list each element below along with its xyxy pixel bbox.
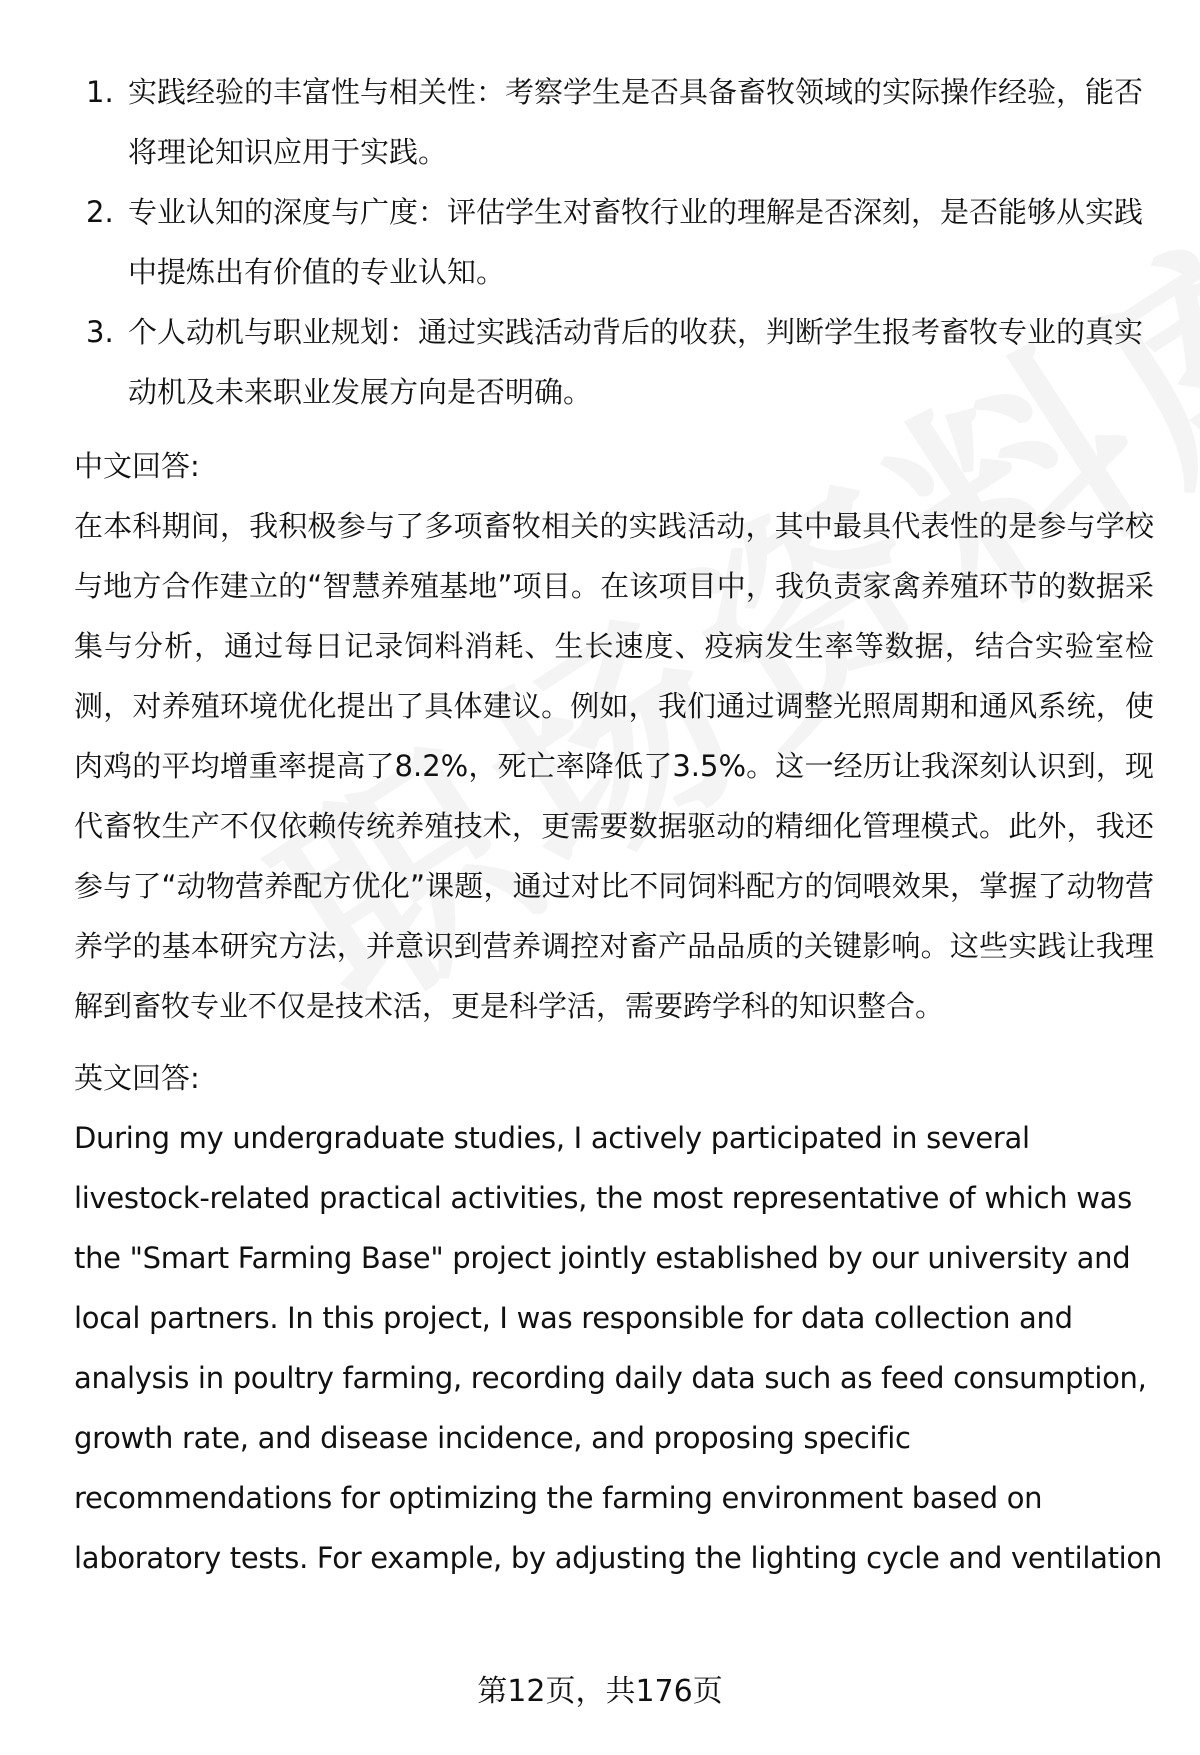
criteria-text: 个人动机与职业规划：通过实践活动背后的收获，判断学生报考畜牧专业的真实动机及未来职业发展方向是否明确。 [128,315,1144,409]
english-answer-text: During my undergraduate studies, I actively participated in several livestock-related practical activities, the most representative of which was the "Smart Farming Base" project jointly established by our university and local partners. In this project, I was responsible for data collection and analysis in poultry farming, recording daily data such as feed consumption, growth rate, and disease incidence, and proposing specific recommendations for optimizing the farming environment based on laboratory tests. For example, by adjusting the lighting cycle and ventilation [74,1121,1162,1575]
criteria-item-3 [74,302,1154,422]
page-content [74,62,1162,1588]
criteria-text: 实践经验的丰富性与相关性：考察学生是否具备畜牧领域的实际操作经验，能否将理论知识应用于实践。 [128,75,1144,169]
criteria-number: 1. [86,75,114,109]
english-answer-label: 英文回答: [74,1061,200,1095]
chinese-answer-text: 在本科期间，我积极参与了多项畜牧相关的实践活动，其中最具代表性的是参与学校与地方合作建立的“智慧养殖基地”项目。在该项目中，我负责家禽养殖环节的数据采集与分析，通过每日记录饲料消耗、生长速度、疫病发生率等数据，结合实验室检测，对养殖环境优化提出了具体建议。例如，我们通过调整光照周期和通风系统，使肉鸡的平均增重率提高了8.2%，死亡率降低了3.5%。这一经历让我深刻认识到，现代畜牧生产不仅依赖传统养殖技术，更需要数据驱动的精细化管理模式。此外，我还参与了“动物营养配方优化”课题，通过对比不同饲料配方的饲喂效果，掌握了动物营养学的基本研究方法，并意识到营养调控对畜产品品质的关键影响。这些实践让我理解到畜牧专业不仅是技术活，更是科学活，需要跨学科的知识整合。 [74,509,1154,1023]
criteria-text: 专业认知的深度与广度：评估学生对畜牧行业的理解是否深刻，是否能够从实践中提炼出有价值的专业认知。 [128,195,1144,289]
criteria-item-2 [74,182,1154,302]
page-number-footer: 第12页，共176页 [477,1674,723,1709]
evaluation-criteria-list [74,62,1154,422]
criteria-number: 2. [86,195,114,229]
chinese-answer-label: 中文回答: [74,449,200,483]
criteria-number: 3. [86,315,114,349]
criteria-item-1 [74,62,1154,182]
